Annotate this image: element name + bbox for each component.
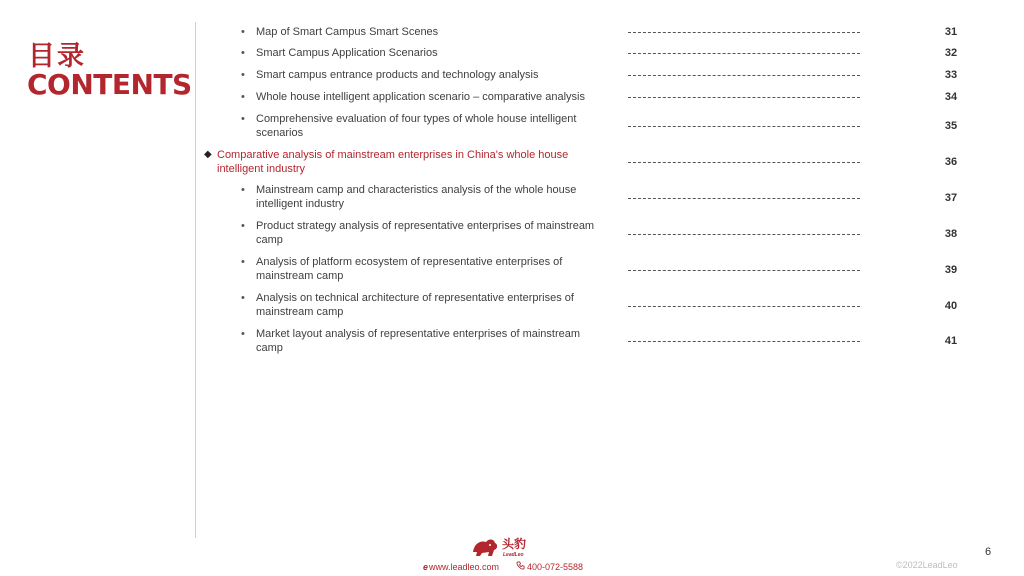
toc-label: Smart campus entrance products and technology analysis — [256, 69, 539, 81]
website-text: www.leadleo.com — [429, 562, 500, 572]
diamond-icon: ◆ — [204, 149, 212, 160]
toc-page-number: 37 — [944, 192, 958, 204]
leader-dots — [628, 270, 860, 271]
toc-label: Product strategy analysis of representative enterprises of mainstream camp — [256, 220, 595, 246]
page-number: 6 — [985, 546, 992, 558]
bullet-icon: • — [241, 47, 245, 59]
phone-icon — [516, 560, 525, 574]
toc-section-label: Comparative analysis of mainstream enterprises in China's whole house intelligent industry — [217, 149, 569, 175]
leader-dots — [628, 162, 860, 163]
leopard-logo-icon — [470, 534, 532, 560]
toc-page-number: 31 — [944, 26, 958, 38]
leader-dots — [628, 32, 860, 33]
logo-en-text: LeadLeo — [503, 552, 524, 558]
toc-label: Map of Smart Campus Smart Scenes — [256, 26, 439, 38]
toc-label: Analysis of platform ecosystem of representative enterprises of mainstream camp — [256, 256, 563, 282]
logo-cn-text: 头豹 — [502, 537, 527, 551]
footer-logo — [470, 534, 532, 560]
bullet-icon: • — [241, 69, 245, 81]
toc-label: Comprehensive evaluation of four types of whole house intelligent scenarios — [256, 113, 577, 139]
toc-page-number: 33 — [944, 69, 958, 81]
toc-label: Whole house intelligent application scenario – comparative analysis — [256, 91, 585, 103]
bullet-icon: • — [241, 292, 245, 304]
title-cn: 目录 — [28, 41, 86, 72]
toc-label: Analysis on technical architecture of representative enterprises of mainstream camp — [256, 292, 574, 318]
toc-page-number: 41 — [944, 335, 958, 347]
toc-page-number: 39 — [944, 264, 958, 276]
leader-dots — [628, 306, 860, 307]
toc-page-number: 34 — [944, 91, 958, 103]
copyright: ©2022LeadLeo — [896, 560, 958, 570]
leader-dots — [628, 53, 860, 54]
toc-page-number: 35 — [944, 120, 958, 132]
leader-dots — [628, 198, 860, 199]
leader-dots — [628, 97, 860, 98]
toc-label: Mainstream camp and characteristics analysis of the whole house intelligent industry — [256, 184, 577, 210]
toc-page-number: 38 — [944, 228, 958, 240]
vertical-divider — [195, 22, 196, 538]
leader-dots — [628, 75, 860, 76]
footer-website[interactable] — [423, 560, 499, 574]
toc-page-number: 32 — [944, 47, 958, 59]
bullet-icon: • — [241, 328, 245, 340]
bullet-icon: • — [241, 26, 245, 38]
toc-page-number: 40 — [944, 300, 958, 312]
bullet-icon: • — [241, 256, 245, 268]
bullet-icon: • — [241, 113, 245, 125]
bullet-icon: • — [241, 220, 245, 232]
browser-icon: e — [423, 562, 429, 572]
toc-label: Market layout analysis of representative enterprises of mainstream camp — [256, 328, 581, 354]
leader-dots — [628, 341, 860, 342]
title-en: CONTENTS — [27, 68, 192, 101]
bullet-icon: • — [241, 91, 245, 103]
toc-page-number: 36 — [944, 156, 958, 168]
leader-dots — [628, 126, 860, 127]
leader-dots — [628, 234, 860, 235]
footer-phone — [516, 560, 583, 574]
toc-label: Smart Campus Application Scenarios — [256, 47, 438, 59]
phone-text: 400-072-5588 — [527, 562, 584, 572]
bullet-icon: • — [241, 184, 245, 196]
